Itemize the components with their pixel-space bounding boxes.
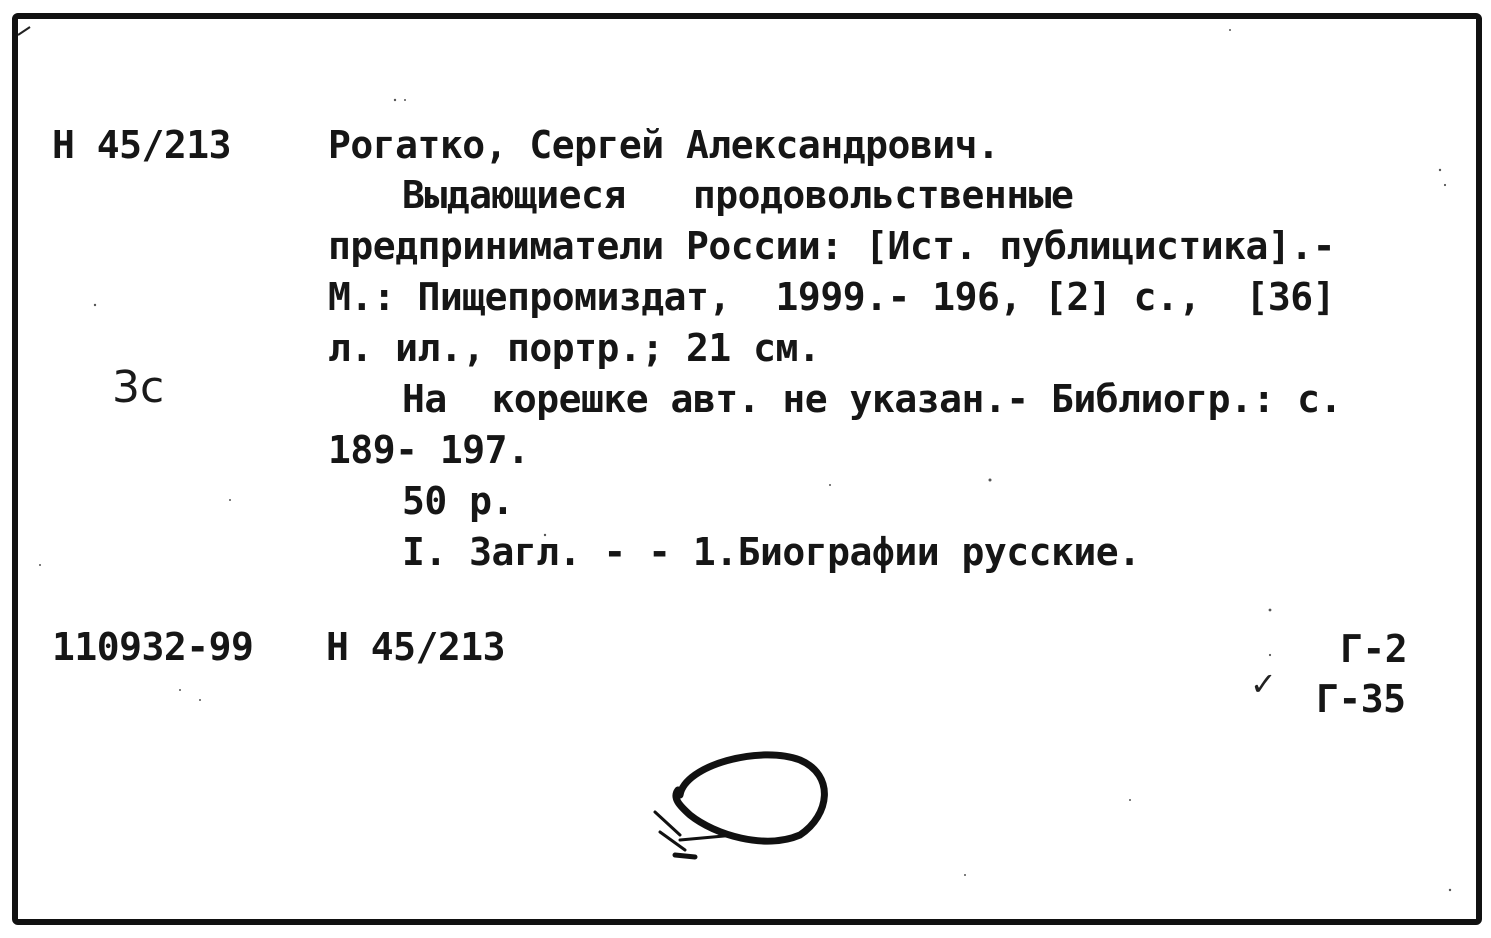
accession-number: 110932-99 — [52, 625, 254, 669]
price: 50 р. — [402, 479, 514, 523]
note-line-1: На корешке авт. не указан.- Библиогр.: с. — [402, 377, 1342, 421]
handwritten-mark: 3с — [112, 362, 165, 413]
call-number: Н 45/213 — [52, 123, 232, 167]
note-line-2: 189- 197. — [328, 428, 530, 472]
call-number-repeat: Н 45/213 — [326, 625, 506, 669]
location-code-1: Г-2 — [1340, 627, 1408, 671]
title-line-3: М.: Пищепромиздат, 1999.- 196, [2] с., [36] — [328, 275, 1336, 319]
check-icon: ✓ — [1250, 665, 1277, 703]
location-code-2: Г-35 — [1316, 677, 1406, 721]
hand-drawn-loop — [640, 740, 840, 870]
title-line-1: Выдающиеся продовольственные — [402, 173, 1074, 217]
tracings: I. Загл. - - 1.Биографии русские. — [402, 530, 1141, 574]
title-line-4: л. ил., портр.; 21 см. — [328, 326, 821, 370]
author-heading: Рогатко, Сергей Александрович. — [328, 123, 1000, 167]
title-line-2: предприниматели России: [Ист. публицистика].- — [328, 224, 1336, 268]
